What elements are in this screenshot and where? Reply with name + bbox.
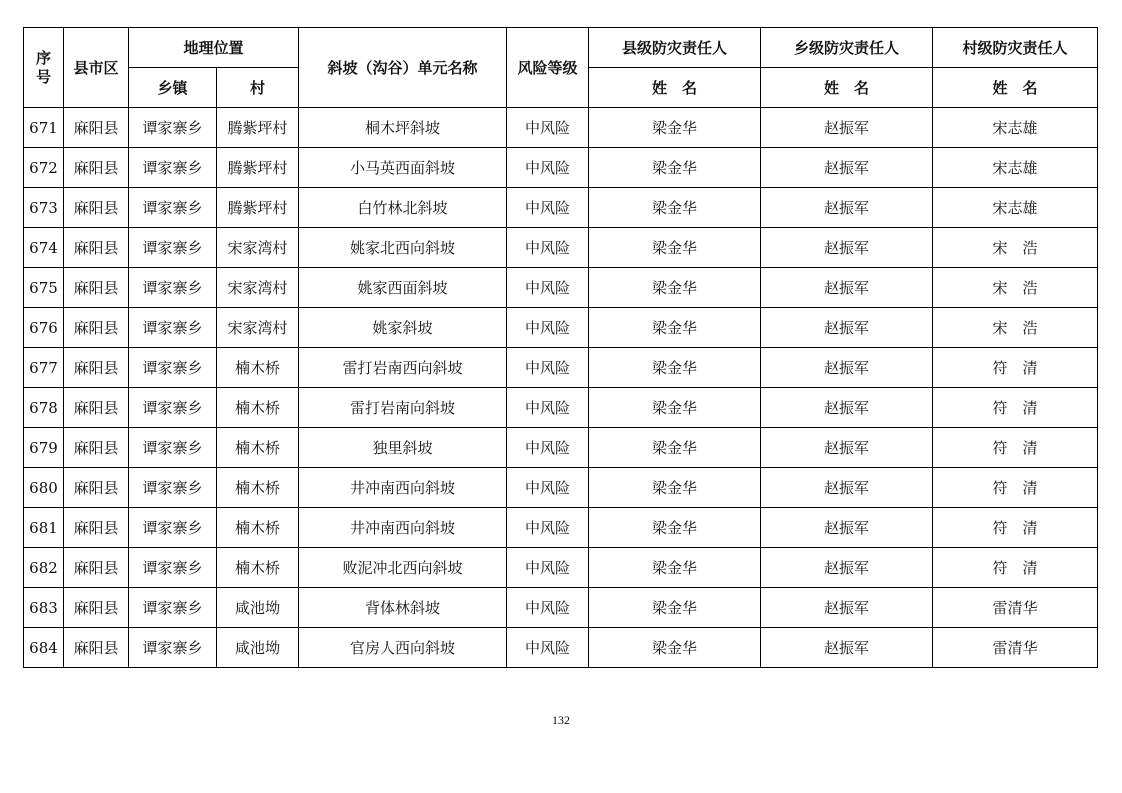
- cell-risk-level: 中风险: [507, 228, 589, 268]
- header-slope-name: 斜坡（沟谷）单元名称: [299, 28, 507, 108]
- cell-risk-level: 中风险: [507, 508, 589, 548]
- page-number: 132: [552, 713, 570, 727]
- cell-seq: 671: [24, 108, 64, 148]
- cell-township: 谭家寨乡: [129, 428, 217, 468]
- cell-county: 麻阳县: [64, 308, 129, 348]
- cell-county: 麻阳县: [64, 268, 129, 308]
- cell-village-resp: 宋志雄: [933, 188, 1098, 228]
- cell-village: 腾紫坪村: [217, 188, 299, 228]
- header-township: 乡镇: [129, 68, 217, 108]
- cell-village: 楠木桥: [217, 348, 299, 388]
- cell-township-resp: 赵振军: [761, 188, 933, 228]
- table-body: [24, 108, 1098, 668]
- table-row: [24, 628, 1098, 668]
- cell-county: 麻阳县: [64, 228, 129, 268]
- cell-township-resp: 赵振军: [761, 428, 933, 468]
- cell-county-resp: 梁金华: [589, 508, 761, 548]
- cell-slope-name: 小马英西面斜坡: [299, 148, 507, 188]
- cell-village-resp: 符 清: [933, 548, 1098, 588]
- cell-township: 谭家寨乡: [129, 228, 217, 268]
- header-village-resp: 村级防灾责任人: [933, 28, 1098, 68]
- cell-township: 谭家寨乡: [129, 548, 217, 588]
- cell-township: 谭家寨乡: [129, 108, 217, 148]
- cell-seq: 680: [24, 468, 64, 508]
- header-county: 县市区: [64, 28, 129, 108]
- cell-township: 谭家寨乡: [129, 188, 217, 228]
- table-row: [24, 508, 1098, 548]
- cell-risk-level: 中风险: [507, 308, 589, 348]
- table-row: [24, 468, 1098, 508]
- table-row: [24, 148, 1098, 188]
- header-seq-line2: 号: [35, 67, 51, 86]
- cell-seq: 684: [24, 628, 64, 668]
- cell-village-resp: 宋 浩: [933, 268, 1098, 308]
- cell-township: 谭家寨乡: [129, 388, 217, 428]
- cell-village: 宋家湾村: [217, 308, 299, 348]
- cell-risk-level: 中风险: [507, 388, 589, 428]
- cell-village: 咸池坳: [217, 628, 299, 668]
- table-row: [24, 348, 1098, 388]
- cell-township-resp: 赵振军: [761, 348, 933, 388]
- cell-village: 咸池坳: [217, 588, 299, 628]
- cell-village-resp: 符 清: [933, 428, 1098, 468]
- table-row: [24, 548, 1098, 588]
- cell-risk-level: 中风险: [507, 628, 589, 668]
- cell-county: 麻阳县: [64, 548, 129, 588]
- cell-village: 腾紫坪村: [217, 108, 299, 148]
- cell-risk-level: 中风险: [507, 588, 589, 628]
- table-row: [24, 388, 1098, 428]
- header-location: 地理位置: [129, 28, 299, 68]
- cell-seq: 672: [24, 148, 64, 188]
- cell-county: 麻阳县: [64, 468, 129, 508]
- header-risk-level: 风险等级: [507, 28, 589, 108]
- table-row: [24, 108, 1098, 148]
- cell-seq: 683: [24, 588, 64, 628]
- cell-township: 谭家寨乡: [129, 268, 217, 308]
- cell-risk-level: 中风险: [507, 548, 589, 588]
- cell-village: 楠木桥: [217, 548, 299, 588]
- cell-risk-level: 中风险: [507, 268, 589, 308]
- cell-county-resp: 梁金华: [589, 188, 761, 228]
- cell-seq: 674: [24, 228, 64, 268]
- cell-village-resp: 宋志雄: [933, 148, 1098, 188]
- cell-slope-name: 井冲南西向斜坡: [299, 508, 507, 548]
- table-row: [24, 308, 1098, 348]
- cell-slope-name: 败泥冲北西向斜坡: [299, 548, 507, 588]
- cell-slope-name: 姚家斜坡: [299, 308, 507, 348]
- cell-county-resp: 梁金华: [589, 588, 761, 628]
- cell-county-resp: 梁金华: [589, 388, 761, 428]
- cell-risk-level: 中风险: [507, 428, 589, 468]
- cell-seq: 682: [24, 548, 64, 588]
- cell-county: 麻阳县: [64, 348, 129, 388]
- header-county-resp-name: 姓 名: [589, 68, 761, 108]
- cell-seq: 676: [24, 308, 64, 348]
- cell-village: 腾紫坪村: [217, 148, 299, 188]
- cell-county-resp: 梁金华: [589, 108, 761, 148]
- cell-slope-name: 姚家北西向斜坡: [299, 228, 507, 268]
- cell-county-resp: 梁金华: [589, 308, 761, 348]
- cell-township-resp: 赵振军: [761, 548, 933, 588]
- cell-risk-level: 中风险: [507, 348, 589, 388]
- cell-seq: 678: [24, 388, 64, 428]
- cell-seq: 679: [24, 428, 64, 468]
- hazard-responsibility-table: [23, 27, 1098, 668]
- cell-township-resp: 赵振军: [761, 508, 933, 548]
- cell-township: 谭家寨乡: [129, 588, 217, 628]
- cell-seq: 673: [24, 188, 64, 228]
- cell-county: 麻阳县: [64, 108, 129, 148]
- header-county-resp: 县级防灾责任人: [589, 28, 761, 68]
- cell-village: 楠木桥: [217, 468, 299, 508]
- cell-village-resp: 宋 浩: [933, 228, 1098, 268]
- cell-township-resp: 赵振军: [761, 108, 933, 148]
- cell-county: 麻阳县: [64, 188, 129, 228]
- cell-township: 谭家寨乡: [129, 308, 217, 348]
- cell-village-resp: 雷清华: [933, 588, 1098, 628]
- cell-slope-name: 官房人西向斜坡: [299, 628, 507, 668]
- cell-village-resp: 雷清华: [933, 628, 1098, 668]
- cell-county-resp: 梁金华: [589, 628, 761, 668]
- cell-township-resp: 赵振军: [761, 588, 933, 628]
- cell-township-resp: 赵振军: [761, 148, 933, 188]
- cell-village: 楠木桥: [217, 388, 299, 428]
- header-township-resp-name: 姓 名: [761, 68, 933, 108]
- cell-village-resp: 宋 浩: [933, 308, 1098, 348]
- cell-township-resp: 赵振军: [761, 228, 933, 268]
- cell-village: 楠木桥: [217, 428, 299, 468]
- cell-village-resp: 符 清: [933, 388, 1098, 428]
- cell-county: 麻阳县: [64, 428, 129, 468]
- cell-village-resp: 符 清: [933, 468, 1098, 508]
- table-row: [24, 188, 1098, 228]
- cell-county-resp: 梁金华: [589, 148, 761, 188]
- cell-township-resp: 赵振军: [761, 268, 933, 308]
- cell-village-resp: 宋志雄: [933, 108, 1098, 148]
- cell-county-resp: 梁金华: [589, 468, 761, 508]
- table-row: [24, 428, 1098, 468]
- cell-village: 宋家湾村: [217, 268, 299, 308]
- cell-risk-level: 中风险: [507, 188, 589, 228]
- cell-slope-name: 背体林斜坡: [299, 588, 507, 628]
- cell-township-resp: 赵振军: [761, 308, 933, 348]
- cell-slope-name: 井冲南西向斜坡: [299, 468, 507, 508]
- cell-village: 楠木桥: [217, 508, 299, 548]
- cell-county-resp: 梁金华: [589, 268, 761, 308]
- table-row: [24, 268, 1098, 308]
- header-village-resp-name: 姓 名: [933, 68, 1098, 108]
- cell-seq: 681: [24, 508, 64, 548]
- cell-county-resp: 梁金华: [589, 228, 761, 268]
- cell-slope-name: 雷打岩南西向斜坡: [299, 348, 507, 388]
- cell-county: 麻阳县: [64, 508, 129, 548]
- cell-seq: 677: [24, 348, 64, 388]
- header-village: 村: [217, 68, 299, 108]
- cell-slope-name: 独里斜坡: [299, 428, 507, 468]
- cell-township: 谭家寨乡: [129, 628, 217, 668]
- cell-village-resp: 符 清: [933, 508, 1098, 548]
- cell-county: 麻阳县: [64, 588, 129, 628]
- header-seq: [24, 28, 64, 108]
- cell-county: 麻阳县: [64, 148, 129, 188]
- cell-township: 谭家寨乡: [129, 148, 217, 188]
- cell-county-resp: 梁金华: [589, 348, 761, 388]
- cell-seq: 675: [24, 268, 64, 308]
- cell-township: 谭家寨乡: [129, 348, 217, 388]
- cell-county-resp: 梁金华: [589, 428, 761, 468]
- cell-village: 宋家湾村: [217, 228, 299, 268]
- table-header: [24, 28, 1098, 108]
- cell-township-resp: 赵振军: [761, 388, 933, 428]
- cell-risk-level: 中风险: [507, 468, 589, 508]
- cell-township: 谭家寨乡: [129, 508, 217, 548]
- cell-township-resp: 赵振军: [761, 628, 933, 668]
- table-row: [24, 228, 1098, 268]
- cell-village-resp: 符 清: [933, 348, 1098, 388]
- table-row: [24, 588, 1098, 628]
- cell-slope-name: 姚家西面斜坡: [299, 268, 507, 308]
- cell-slope-name: 桐木坪斜坡: [299, 108, 507, 148]
- header-seq-line1: 序: [35, 48, 51, 67]
- cell-risk-level: 中风险: [507, 148, 589, 188]
- cell-slope-name: 白竹林北斜坡: [299, 188, 507, 228]
- cell-county: 麻阳县: [64, 628, 129, 668]
- cell-county-resp: 梁金华: [589, 548, 761, 588]
- cell-slope-name: 雷打岩南向斜坡: [299, 388, 507, 428]
- cell-township-resp: 赵振军: [761, 468, 933, 508]
- cell-township: 谭家寨乡: [129, 468, 217, 508]
- cell-risk-level: 中风险: [507, 108, 589, 148]
- header-township-resp: 乡级防灾责任人: [761, 28, 933, 68]
- cell-county: 麻阳县: [64, 388, 129, 428]
